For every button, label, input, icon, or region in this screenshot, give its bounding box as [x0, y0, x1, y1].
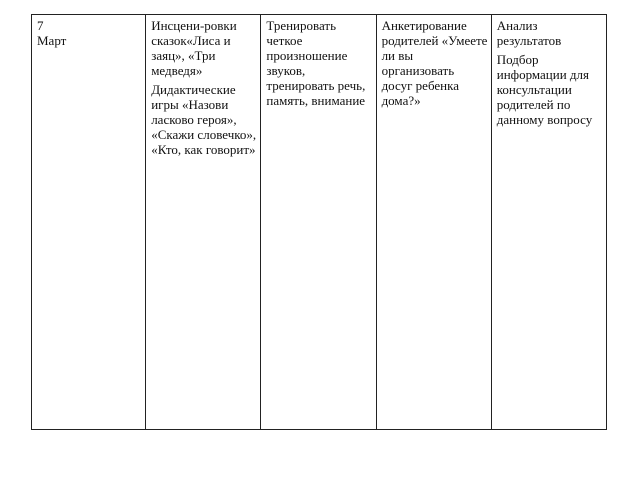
- activities-cell: [146, 15, 261, 430]
- row-number: 7: [37, 18, 44, 33]
- activity-didactic-games: Дидактические игры «Назови ласково героя», «Скажи словечко», «Кто, как говорит»: [151, 82, 257, 157]
- consultation-text: Подбор информации для консультации родителей по данному вопросу: [496, 52, 593, 127]
- results-analysis-text: Анализ результатов: [496, 18, 562, 48]
- parents-survey-text: Анкетирование родителей «Умеете ли вы организовать досуг ребенка дома?»: [381, 18, 488, 108]
- activity-dramatization: Инсцени-ровки сказок«Лиса и заяц», «Три медведя»: [151, 18, 237, 78]
- results-cell: [491, 15, 606, 430]
- date-cell: [32, 15, 146, 430]
- month-label: Март: [37, 33, 67, 48]
- parents-work-cell: [376, 15, 491, 430]
- goal-text: Тренировать четкое произношение звуков, тренировать речь, память, внимание: [266, 18, 366, 108]
- goals-cell: [261, 15, 376, 430]
- activity-plan-table: [31, 14, 607, 430]
- table-row: [32, 15, 607, 430]
